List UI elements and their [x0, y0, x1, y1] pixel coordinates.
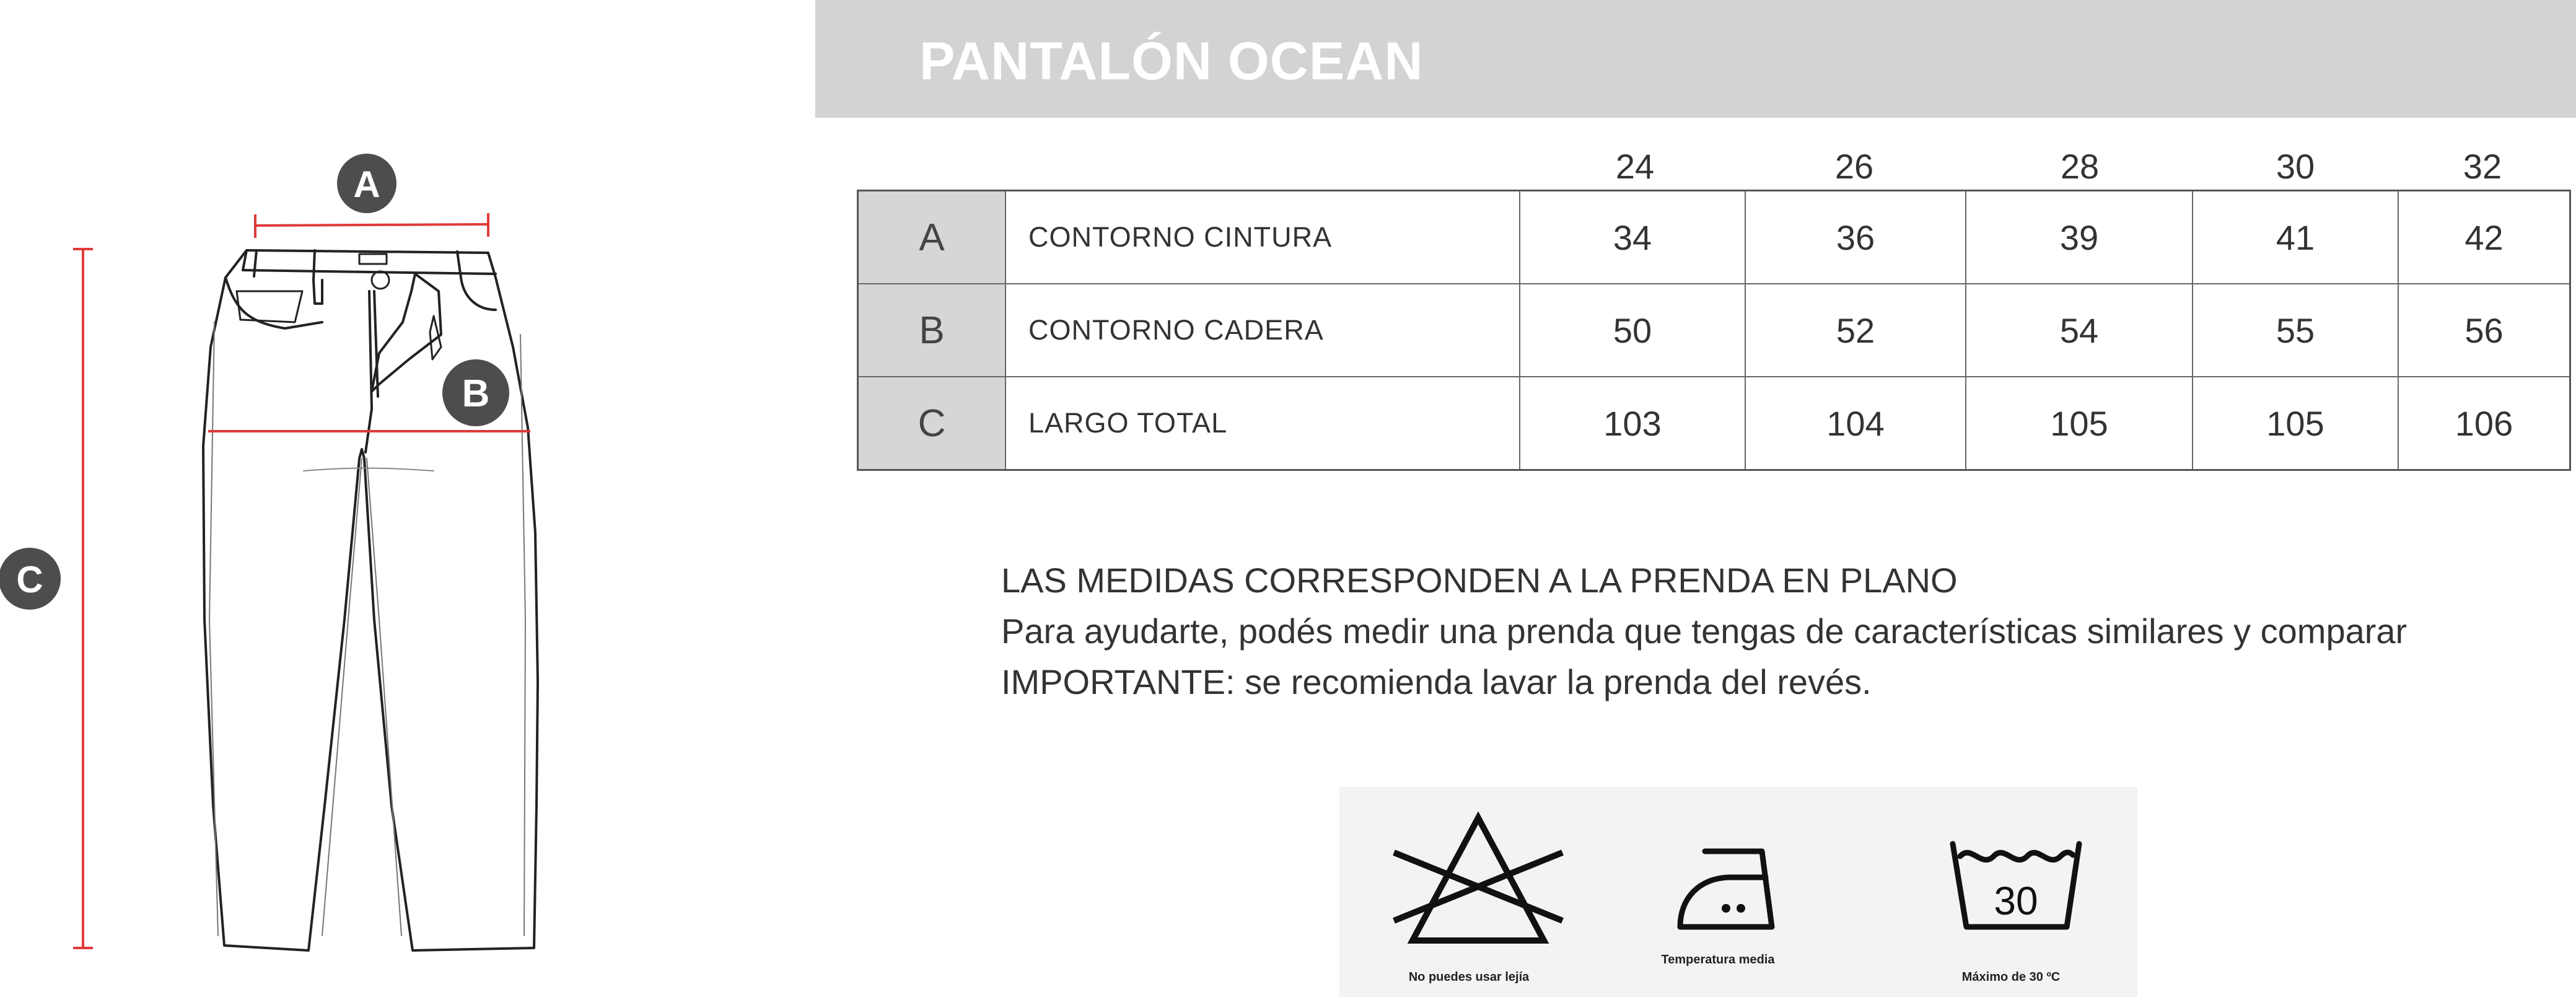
row-code: C — [858, 377, 1006, 470]
table-row — [858, 377, 2570, 470]
marker-a — [337, 154, 396, 213]
size-header-32: 32 — [2463, 147, 2502, 186]
care-item-iron — [1606, 787, 1872, 997]
title-bar — [815, 0, 2576, 118]
table-cell: 52 — [1745, 284, 1966, 377]
marker-b — [442, 359, 509, 426]
size-header-26: 26 — [1834, 147, 1874, 186]
size-header-30: 30 — [2276, 147, 2315, 186]
marker-c — [0, 548, 61, 610]
care-caption: Temperatura media — [1661, 953, 1775, 967]
row-label: LARGO TOTAL — [1005, 377, 1520, 470]
no-bleach-icon — [1339, 787, 1606, 997]
table-cell: 104 — [1745, 377, 1966, 470]
table-cell: 36 — [1745, 191, 1966, 284]
care-item-wash — [1872, 787, 2137, 997]
row-code: B — [858, 284, 1006, 377]
size-table — [857, 190, 2571, 471]
svg-text:30: 30 — [1994, 879, 2038, 923]
row-label: CONTORNO CADERA — [1005, 284, 1520, 377]
svg-text:B: B — [462, 372, 490, 415]
table-row — [858, 284, 2570, 377]
table-cell: 103 — [1520, 377, 1745, 470]
size-header-24: 24 — [1615, 147, 1655, 186]
care-caption: No puedes usar lejía — [1408, 970, 1530, 984]
table-cell: 56 — [2398, 284, 2570, 377]
table-cell: 55 — [2193, 284, 2398, 377]
wash-30-icon — [1872, 787, 2137, 997]
svg-text:C: C — [16, 559, 43, 600]
pants-diagram — [0, 0, 620, 997]
table-cell: 54 — [1966, 284, 2193, 377]
page-title: PANTALÓN OCEAN — [919, 32, 1424, 91]
note-line: Para ayudarte, podés medir una prenda que tengas de características similares y comparar — [1001, 612, 2407, 651]
care-caption: Máximo de 30 ºC — [1961, 970, 2061, 984]
table-cell: 50 — [1520, 284, 1745, 377]
table-row — [858, 191, 2570, 284]
table-cell: 39 — [1966, 191, 2193, 284]
table-cell: 42 — [2398, 191, 2570, 284]
care-item-no-bleach — [1339, 787, 1606, 997]
svg-text:A: A — [353, 164, 380, 205]
measurement-notes — [1001, 555, 2407, 708]
note-line: LAS MEDIDAS CORRESPONDEN A LA PRENDA EN PLANO — [1001, 561, 1958, 600]
table-cell: 105 — [1966, 377, 2193, 470]
size-header-28: 28 — [2060, 147, 2100, 186]
table-cell: 34 — [1520, 191, 1745, 284]
note-line: IMPORTANTE: se recomienda lavar la prenda del revés. — [1001, 662, 1872, 701]
measure-a-line — [255, 224, 488, 226]
row-code: A — [858, 191, 1006, 284]
care-instructions — [1339, 787, 2137, 997]
table-cell: 105 — [2193, 377, 2398, 470]
table-cell: 41 — [2193, 191, 2398, 284]
table-cell: 106 — [2398, 377, 2570, 470]
row-label: CONTORNO CINTURA — [1005, 191, 1520, 284]
